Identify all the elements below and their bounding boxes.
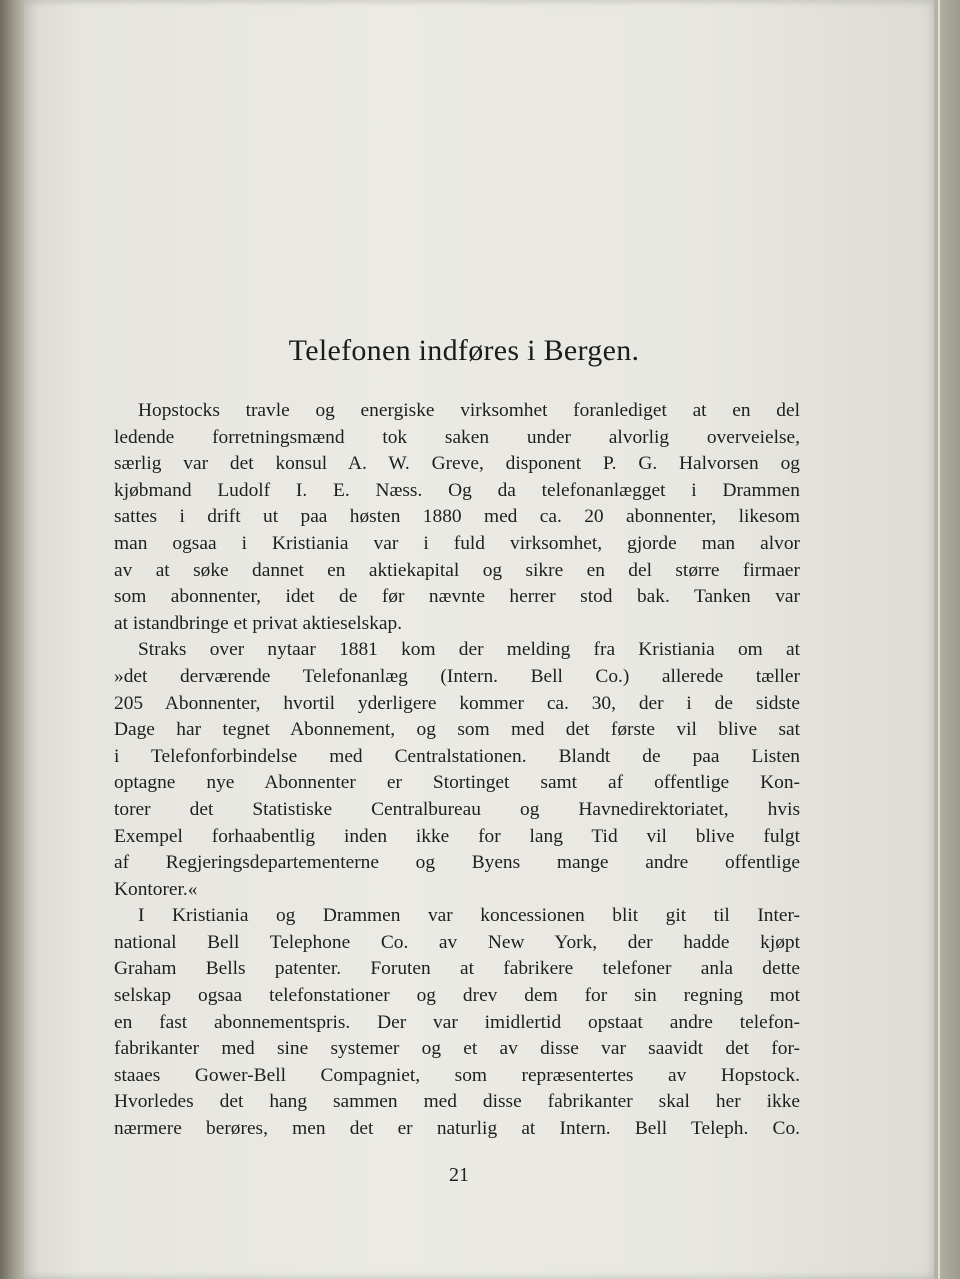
text-line: i Telefonforbindelse med Centralstationen. Blandt de paa Listen — [114, 745, 800, 767]
text-line: Hvorledes det hang sammen med disse fabrikanter skal her ikke — [114, 1091, 800, 1113]
text-line: 205 Abonnenter, hvortil yderligere kommer ca. 30, der i de sidste — [114, 692, 800, 714]
text-line: Graham Bells patenter. Foruten at fabrikere telefoner anla dette — [114, 958, 800, 980]
text-line: staaes Gower-Bell Compagniet, som repræsentertes av Hopstock. — [114, 1064, 800, 1086]
book-page — [24, 0, 934, 1279]
text-line: »det derværende Telefonanlæg (Intern. Bell Co.) allerede tæller — [114, 665, 800, 687]
text-line: national Bell Telephone Co. av New York, der hadde kjøpt — [114, 931, 800, 953]
text-line: at istandbringe et privat aktieselskap. — [114, 612, 403, 634]
text-line: sattes i drift ut paa høsten 1880 med ca. 20 abonnenter, likesom — [114, 506, 800, 528]
text-line: Kontorer.« — [114, 878, 198, 900]
text-line: en fast abonnementspris. Der var imidlertid opstaat andre telefon- — [114, 1011, 800, 1033]
text-line: fabrikanter med sine systemer og et av disse var saavidt det for- — [114, 1038, 800, 1060]
text-line: nærmere berøres, men det er naturlig at Intern. Bell Teleph. Co. — [114, 1118, 800, 1140]
text-line: Hopstocks travle og energiske virksomhet foranlediget at en del — [138, 400, 800, 421]
text-line: I Kristiania og Drammen var koncessionen blit git til Inter- — [138, 905, 800, 927]
text-line: som abonnenter, idet de før nævnte herrer stod bak. Tanken var — [114, 586, 800, 608]
page-number: 21 — [449, 1164, 469, 1186]
text-line: Straks over nytaar 1881 kom der melding fra Kristiania om at — [138, 639, 800, 661]
text-line: av at søke dannet en aktiekapital og sikre en del større firmaer — [114, 559, 800, 581]
text-line: ledende forretningsmænd tok saken under alvorlig overveielse, — [114, 426, 800, 448]
text-line: særlig var det konsul A. W. Greve, disponent P. G. Halvorsen og — [114, 453, 800, 475]
text-line: kjøbmand Ludolf I. E. Næss. Og da telefonanlægget i Drammen — [114, 479, 800, 501]
text-line: Dage har tegnet Abonnement, og som med det første vil blive sat — [114, 719, 800, 741]
text-line: Exempel forhaabentlig inden ikke for lang Tid vil blive fulgt — [114, 825, 800, 847]
body-text — [114, 398, 800, 1143]
text-line: af Regjeringsdepartementerne og Byens mange andre offentlige — [114, 852, 800, 874]
text-line: selskap ogsaa telefonstationer og drev dem for sin regning mot — [114, 985, 800, 1007]
text-line: torer det Statistiske Centralbureau og Havnedirektoriatet, hvis — [114, 798, 800, 820]
text-line: man ogsaa i Kristiania var i fuld virksomhet, gjorde man alvor — [114, 532, 800, 554]
chapter-title: Telefonen indføres i Bergen. — [288, 334, 640, 367]
text-line: optagne nye Abonnenter er Stortinget samt af offentlige Kon- — [114, 772, 800, 794]
